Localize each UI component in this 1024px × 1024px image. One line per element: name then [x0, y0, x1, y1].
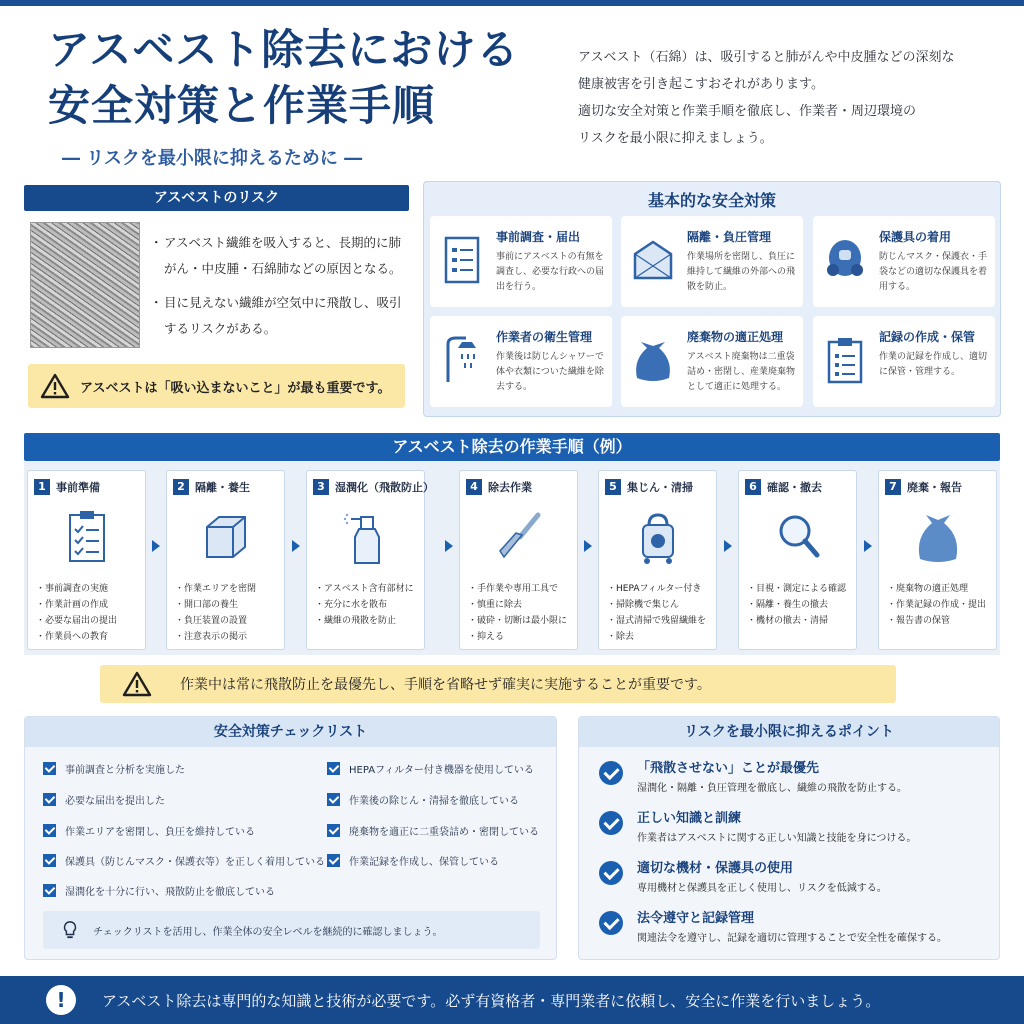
safety-card-records	[813, 316, 995, 407]
checklist-heading: 安全対策チェックリスト	[25, 717, 556, 747]
check-circle-icon	[599, 911, 623, 935]
key-point-text: 関連法令を遵守し、記録を適切に管理することで安全性を確保する。	[637, 933, 947, 944]
step-bullets	[747, 581, 855, 629]
step-arrow-icon	[292, 540, 300, 552]
checked-box-icon[interactable]	[43, 884, 56, 897]
checklist-item[interactable]	[43, 761, 185, 776]
checked-box-icon[interactable]	[43, 854, 56, 867]
footer-text: アスベスト除去は専門的な知識と技術が必要です。必ず有資格者・専門業者に依頼し、安全に作業を行いましょう。	[102, 991, 881, 1010]
step-title: 除去作業	[488, 481, 532, 494]
intro-line: 適切な安全対策と作業手順を徹底し、作業者・周辺環境の	[578, 104, 917, 119]
step-number: 1	[34, 479, 50, 495]
step-bullets	[887, 581, 995, 629]
step-bullet: ・ 負圧装置の設置	[175, 613, 283, 629]
checklist-clipboard-icon	[62, 507, 112, 567]
step-arrow-icon	[445, 540, 453, 552]
checked-box-icon[interactable]	[327, 854, 340, 867]
step-arrow-icon	[584, 540, 592, 552]
step-bullet: ・ 作業記録の作成・提出	[887, 597, 995, 613]
safety-card-title: 事前調査・届出	[496, 230, 581, 244]
risk-bullet: ・ アスベスト繊維を吸入すると、長期的に肺がん・中皮腫・石綿肺などの原因となる。	[152, 230, 407, 282]
step-bullet: ・ 作業エリアを密閉	[175, 581, 283, 597]
warning-triangle-icon	[122, 671, 152, 697]
safety-card-text: 防じんマスク・保護衣・手袋などの適切な保護具を着用する。	[879, 252, 988, 292]
step-bullet: ・ 手作業や専用工具で	[468, 581, 576, 597]
step-bullets	[175, 581, 283, 645]
key-point-text: 作業者はアスベストに関する正しい知識と技能を身につける。	[637, 833, 917, 844]
key-point-text: 専用機材と保護具を正しく使用し、リスクを低減する。	[637, 883, 887, 894]
checklist-item-label: 湿潤化を十分に行い、飛散防止を徹底している	[65, 887, 275, 898]
checklist-item[interactable]	[43, 792, 165, 807]
warning-triangle-icon	[40, 373, 70, 399]
risk-warning-text: アスベストは「吸い込まないこと」が最も重要です。	[80, 380, 391, 396]
step-card-5	[598, 470, 717, 650]
step-bullet: ・ 作業員への教育	[36, 629, 144, 645]
lightbulb-icon	[61, 919, 79, 941]
step-bullet: ・ HEPAフィルター付き	[607, 581, 715, 597]
step-number: 5	[605, 479, 621, 495]
title-line-1: アスベスト除去における	[48, 25, 520, 74]
step-arrow-icon	[864, 540, 872, 552]
key-point-title: 正しい知識と訓練	[637, 811, 742, 826]
step-card-6	[738, 470, 857, 650]
checked-box-icon[interactable]	[43, 793, 56, 806]
checklist-item-label: 廃棄物を適正に二重袋詰め・密閉している	[349, 827, 539, 838]
steps-heading: アスベスト除去の作業手順（例）	[24, 433, 1000, 461]
safety-card-text: アスベスト廃棄物は二重袋詰め・密閉し、産業廃棄物として適正に処理する。	[687, 352, 796, 392]
step-bullet: ・ 廃棄物の適正処理	[887, 581, 995, 597]
checklist-item-label: 作業エリアを密閉し、負圧を維持している	[65, 827, 255, 838]
checklist-item-label: 事前調査と分析を実施した	[65, 765, 185, 776]
safety-card-ppe	[813, 216, 995, 307]
safety-card-title: 隔離・負圧管理	[687, 230, 772, 244]
title-line-2: 安全対策と作業手順	[48, 81, 436, 130]
exclamation-icon: !	[46, 985, 76, 1015]
checklist-item-label: 作業記録を作成し、保管している	[349, 857, 499, 868]
checked-box-icon[interactable]	[327, 793, 340, 806]
step-card-1	[27, 470, 146, 650]
safety-card-isolation	[621, 216, 803, 307]
safety-card-title: 記録の作成・保管	[879, 330, 976, 344]
step-bullet: ・ 繊維の飛散を防止	[315, 613, 423, 629]
step-bullets	[468, 581, 576, 645]
safety-card-title: 保護具の着用	[879, 230, 952, 244]
step-title: 廃棄・報告	[907, 481, 962, 494]
checklist-item[interactable]	[43, 823, 255, 838]
step-bullet: ・ 抑える	[468, 629, 576, 645]
top-accent-bar	[0, 0, 1024, 6]
checklist-item[interactable]	[43, 853, 325, 868]
risk-heading: アスベストのリスク	[24, 185, 409, 211]
step-title: 集じん・清掃	[627, 481, 693, 494]
step-card-2	[166, 470, 285, 650]
risk-bullet-list	[152, 230, 407, 350]
step-bullets	[315, 581, 423, 629]
step-bullet: ・ 機材の撤去・清掃	[747, 613, 855, 629]
checklist-panel	[24, 716, 557, 960]
step-arrow-icon	[724, 540, 732, 552]
step-title: 隔離・養生	[195, 481, 250, 494]
checklist-item-label: 必要な届出を提出した	[65, 796, 165, 807]
step-bullet: ・ 掃除機で集じん	[607, 597, 715, 613]
step-card-4	[459, 470, 578, 650]
step-card-3	[306, 470, 434, 650]
page-title	[48, 22, 519, 134]
intro-line: 健康被害を引き起こすおそれがあります。	[578, 77, 824, 92]
document-list-icon	[440, 234, 484, 286]
steps-note-banner	[100, 665, 896, 703]
safety-card-text: 事前にアスベストの有無を調査し、必要な行政への届出を行う。	[496, 252, 605, 292]
step-number: 2	[173, 479, 189, 495]
step-bullet: ・ アスベスト含有部材に	[315, 581, 423, 597]
checklist-item[interactable]	[327, 761, 534, 776]
step-bullet: ・ 必要な届出の提出	[36, 613, 144, 629]
step-bullets	[36, 581, 144, 645]
checked-box-icon[interactable]	[327, 762, 340, 775]
step-title: 確認・撤去	[767, 481, 822, 494]
risk-warning-banner	[28, 364, 405, 408]
checklist-tip	[43, 911, 540, 949]
check-circle-icon	[599, 861, 623, 885]
asbestos-fiber-photo	[30, 222, 140, 348]
checklist-item-label: HEPAフィルター付き機器を使用している	[349, 765, 534, 776]
safety-card-waste	[621, 316, 803, 407]
checked-box-icon[interactable]	[327, 824, 340, 837]
key-point-text: 湿潤化・隔離・負圧管理を徹底し、繊維の飛散を防止する。	[637, 783, 907, 794]
key-point-title: 法令遵守と記録管理	[637, 911, 755, 926]
step-card-7	[878, 470, 997, 650]
step-title: 湿潤化（飛散防止）	[335, 481, 434, 494]
step-bullet: ・ 事前調査の実施	[36, 581, 144, 597]
step-bullet: ・ 隔離・養生の撤去	[747, 597, 855, 613]
checked-box-icon[interactable]	[43, 762, 56, 775]
step-number: 6	[745, 479, 761, 495]
checklist-item-label: 作業後の除じん・清掃を徹底している	[349, 796, 519, 807]
safety-card-hygiene	[430, 316, 612, 407]
checklist-item-label: 保護具（防じんマスク・保護衣等）を正しく着用している	[65, 857, 325, 868]
step-bullet: ・ 目視・測定による確認	[747, 581, 855, 597]
steps-note-text: 作業中は常に飛散防止を最優先し、手順を省略せず確実に実施することが重要です。	[180, 677, 711, 693]
step-bullet: ・ 作業計画の作成	[36, 597, 144, 613]
intro-line: アスベスト（石綿）は、吸引すると肺がんや中皮腫などの深刻な	[578, 50, 955, 65]
step-bullet: ・ 除去	[607, 629, 715, 645]
spray-bottle-icon	[341, 507, 391, 567]
scraper-tool-icon	[494, 507, 544, 567]
safety-card-text: 作業後は防じんシャワーで体や衣類についた繊維を除去する。	[496, 352, 604, 392]
step-bullet: ・ 注意表示の掲示	[175, 629, 283, 645]
intro-line: リスクを最小限に抑えましょう。	[578, 131, 773, 146]
hepa-vacuum-icon	[633, 507, 683, 567]
safety-card-text: 作業場所を密閉し、負圧に維持して繊維の外部への飛散を防止。	[687, 252, 796, 292]
waste-bag-icon	[631, 334, 675, 386]
checklist-tip-text: チェックリストを活用し、作業全体の安全レベルを継続的に確認しましょう。	[93, 926, 443, 938]
step-bullet: ・ 充分に水を散布	[315, 597, 423, 613]
key-points-heading: リスクを最小限に抑えるポイント	[579, 717, 999, 747]
step-bullet: ・ 報告書の保管	[887, 613, 995, 629]
checklist-item[interactable]	[327, 823, 539, 838]
step-arrow-icon	[152, 540, 160, 552]
checklist-item[interactable]	[327, 853, 499, 868]
step-number: 3	[313, 479, 329, 495]
check-circle-icon	[599, 761, 623, 785]
step-bullet: ・ 湿式清掃で残留繊維を	[607, 613, 715, 629]
step-title: 事前準備	[56, 481, 100, 494]
clipboard-icon	[823, 334, 867, 386]
checked-box-icon[interactable]	[43, 824, 56, 837]
key-point-title: 「飛散させない」ことが最優先	[637, 761, 820, 776]
risk-bullet: ・ 目に見えない繊維が空気中に飛散し、吸引するリスクがある。	[152, 290, 407, 342]
step-bullet: ・ 慎重に除去	[468, 597, 576, 613]
check-circle-icon	[599, 811, 623, 835]
step-number: 7	[885, 479, 901, 495]
safety-card-text: 作業の記録を作成し、適切に保管・管理する。	[879, 352, 988, 377]
checklist-item[interactable]	[327, 792, 519, 807]
step-bullets	[607, 581, 715, 645]
key-points-panel	[578, 716, 1000, 960]
shower-icon	[440, 334, 484, 386]
footer-banner	[0, 976, 1024, 1024]
step-bullet: ・ 開口部の養生	[175, 597, 283, 613]
checklist-item[interactable]	[43, 883, 275, 898]
safety-card-title: 廃棄物の適正処理	[687, 330, 784, 344]
key-point-title: 適切な機材・保護具の使用	[637, 861, 794, 876]
step-bullet: ・ 破砕・切断は最小限に	[468, 613, 576, 629]
waste-bag-icon	[913, 507, 963, 567]
step-number: 4	[466, 479, 482, 495]
respirator-mask-icon	[823, 234, 867, 286]
safety-measures-panel	[423, 181, 1001, 417]
safety-heading: 基本的な安全対策	[647, 191, 776, 210]
safety-card-title: 作業者の衛生管理	[496, 330, 593, 344]
enclosure-cube-icon	[201, 507, 251, 567]
magnifier-icon	[773, 507, 823, 567]
enclosure-icon	[631, 234, 675, 286]
page-subtitle: ― リスクを最小限に抑えるために ―	[62, 148, 363, 169]
safety-card-survey	[430, 216, 612, 307]
intro-text	[578, 44, 998, 152]
